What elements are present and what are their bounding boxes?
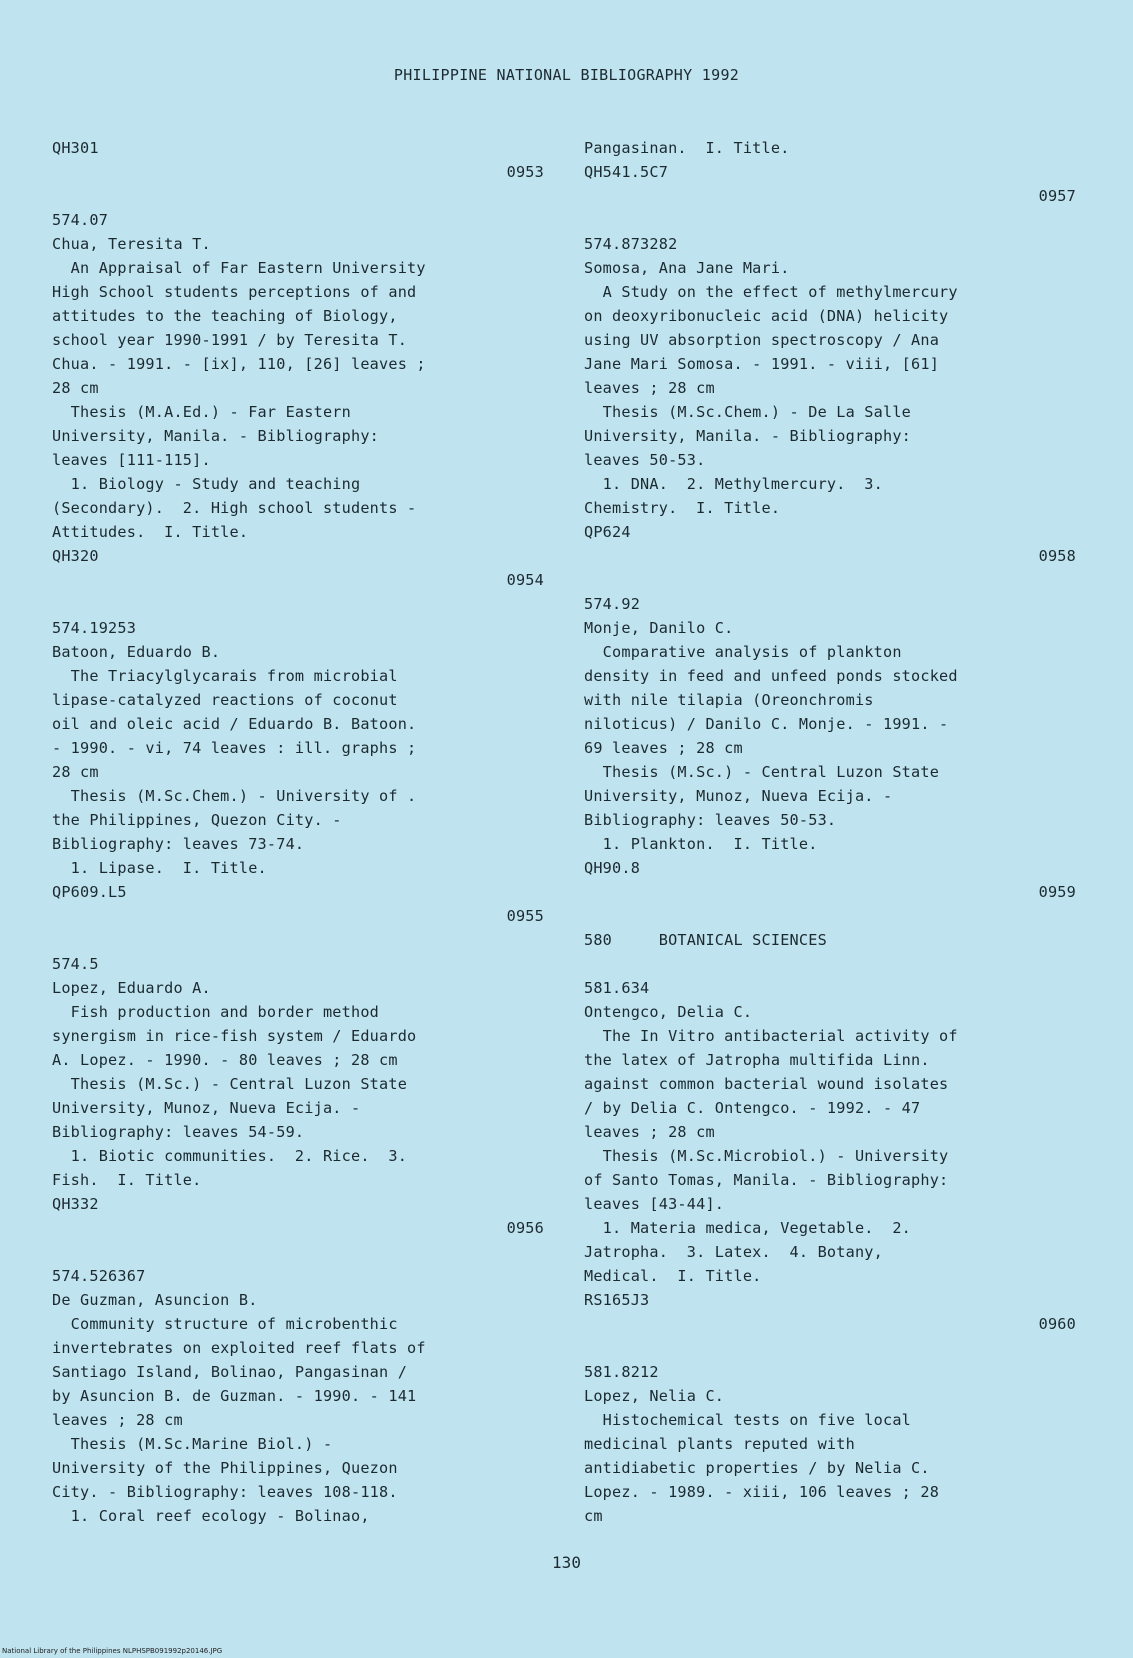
text-line: 69 leaves ; 28 cm — [584, 739, 743, 757]
text-line: / by Delia C. Ontengco. - 1992. - 47 — [584, 1099, 921, 1117]
text-line: 1. Materia medica, Vegetable. 2. — [584, 1219, 912, 1237]
text-line: niloticus) / Danilo C. Monje. - 1991. - — [584, 715, 949, 733]
text-line: Bibliography: leaves 73-74. — [52, 835, 305, 853]
text-line: University, Manila. - Bibliography: — [584, 427, 912, 445]
text-line: 574.07 — [52, 211, 109, 229]
text-line: against common bacterial wound isolates — [584, 1075, 949, 1093]
text-line: The Triacylglycarais from microbial — [52, 667, 398, 685]
text-line: 1. Biotic communities. 2. Rice. 3. — [52, 1147, 408, 1165]
text-line: leaves ; 28 cm — [52, 1411, 183, 1429]
text-line: University of the Philippines, Quezon — [52, 1459, 398, 1477]
text-line: leaves ; 28 cm — [584, 379, 715, 397]
right-column — [584, 136, 1076, 1528]
text-line: (Secondary). 2. High school students - — [52, 499, 417, 517]
text-line: QP624 — [584, 523, 631, 541]
text-line: medicinal plants reputed with — [584, 1435, 855, 1453]
text-line: Chua, Teresita T. — [52, 235, 211, 253]
text-line: attitudes to the teaching of Biology, — [52, 307, 398, 325]
text-line: An Appraisal of Far Eastern University — [52, 259, 426, 277]
text-line: Ontengco, Delia C. — [584, 1003, 753, 1021]
text-line: leaves [111-115]. — [52, 451, 211, 469]
text-line — [584, 952, 1076, 976]
text-line: cm — [584, 1507, 603, 1525]
text-line: 574.5 — [52, 955, 99, 973]
entry-number: 0956 — [506, 1219, 544, 1237]
text-line: Somosa, Ana Jane Mari. — [584, 259, 790, 277]
text-line: Bibliography: leaves 50-53. — [584, 811, 837, 829]
text-line: Medical. I. Title. — [584, 1267, 762, 1285]
text-line: A. Lopez. - 1990. - 80 leaves ; 28 cm — [52, 1051, 398, 1069]
text-line: Thesis (M.Sc.Marine Biol.) - — [52, 1435, 333, 1453]
text-line: 574.873282 — [584, 235, 678, 253]
text-line: University, Manila. - Bibliography: — [52, 427, 380, 445]
text-line — [52, 592, 544, 616]
text-line: Lopez. - 1989. - xiii, 106 leaves ; 28 — [584, 1483, 940, 1501]
text-line: QH320 — [52, 547, 99, 565]
text-line: 1. Plankton. I. Title. — [584, 835, 818, 853]
text-line: 574.526367 — [52, 1267, 146, 1285]
entry-number: 0954 — [506, 571, 544, 589]
text-line: Lopez, Eduardo A. — [52, 979, 211, 997]
text-line: The In Vitro antibacterial activity of — [584, 1027, 958, 1045]
text-line: City. - Bibliography: leaves 108-118. — [52, 1483, 398, 1501]
text-line — [584, 208, 1076, 232]
text-line: on deoxyribonucleic acid (DNA) helicity — [584, 307, 949, 325]
text-line: High School students perceptions of and — [52, 283, 417, 301]
text-line: De Guzman, Asuncion B. — [52, 1291, 258, 1309]
page-number: 130 — [552, 1553, 581, 1572]
text-line: Pangasinan. I. Title. — [584, 139, 790, 157]
text-line: QH301 — [52, 139, 99, 157]
page-header: PHILIPPINE NATIONAL BIBLIOGRAPHY 1992 — [393, 66, 740, 84]
text-line: synergism in rice-fish system / Eduardo — [52, 1027, 417, 1045]
text-line: Santiago Island, Bolinao, Pangasinan / — [52, 1363, 408, 1381]
text-line: QH541.5C7 — [584, 163, 669, 181]
text-line: Thesis (M.Sc.Chem.) - De La Salle — [584, 403, 912, 421]
text-line: Thesis (M.Sc.) - Central Luzon State — [52, 1075, 408, 1093]
text-line: Lopez, Nelia C. — [584, 1387, 725, 1405]
text-line — [584, 1336, 1076, 1360]
text-line: QH332 — [52, 1195, 99, 1213]
text-line: RS165J3 — [584, 1291, 650, 1309]
text-line: 1. DNA. 2. Methylmercury. 3. — [584, 475, 883, 493]
text-line: 1. Coral reef ecology - Bolinao, — [52, 1507, 370, 1525]
text-line: of Santo Tomas, Manila. - Bibliography: — [584, 1171, 949, 1189]
text-line — [52, 184, 544, 208]
text-line: 28 cm — [52, 763, 99, 781]
text-line: QH90.8 — [584, 859, 641, 877]
text-line: Jane Mari Somosa. - 1991. - viii, [61] — [584, 355, 940, 373]
entry-number: 0960 — [1038, 1315, 1076, 1333]
text-line: Jatropha. 3. Latex. 4. Botany, — [584, 1243, 883, 1261]
text-line: the latex of Jatropha multifida Linn. — [584, 1051, 930, 1069]
entry-number: 0959 — [1038, 883, 1076, 901]
text-line: with nile tilapia (Oreonchromis — [584, 691, 874, 709]
text-line: leaves 50-53. — [584, 451, 706, 469]
text-line: 1. Biology - Study and teaching — [52, 475, 361, 493]
text-line: Histochemical tests on five local — [584, 1411, 912, 1429]
text-line: by Asuncion B. de Guzman. - 1990. - 141 — [52, 1387, 417, 1405]
text-line — [52, 1240, 544, 1264]
entry-number: 0957 — [1038, 187, 1076, 205]
text-line — [584, 904, 1076, 928]
text-line: the Philippines, Quezon City. - — [52, 811, 342, 829]
entry-number: 0953 — [506, 163, 544, 181]
text-line: school year 1990-1991 / by Teresita T. — [52, 331, 408, 349]
text-line: Batoon, Eduardo B. — [52, 643, 221, 661]
footer-credit: National Library of the Philippines NLPHSPB091992p20146.JPG — [2, 1647, 223, 1655]
text-line: leaves ; 28 cm — [584, 1123, 715, 1141]
text-line: Community structure of microbenthic — [52, 1315, 398, 1333]
entry-number: 0955 — [506, 907, 544, 925]
text-line: oil and oleic acid / Eduardo B. Batoon. — [52, 715, 417, 733]
text-line: lipase-catalyzed reactions of coconut — [52, 691, 398, 709]
text-line: Thesis (M.A.Ed.) - Far Eastern — [52, 403, 351, 421]
text-line: Thesis (M.Sc.Chem.) - University of . — [52, 787, 417, 805]
text-line: density in feed and unfeed ponds stocked — [584, 667, 958, 685]
text-line: leaves [43-44]. — [584, 1195, 725, 1213]
left-column — [52, 136, 544, 1528]
text-line: Monje, Danilo C. — [584, 619, 734, 637]
text-line — [584, 568, 1076, 592]
text-line: 574.19253 — [52, 619, 137, 637]
text-line: A Study on the effect of methylmercury — [584, 283, 958, 301]
text-line: - 1990. - vi, 74 leaves : ill. graphs ; — [52, 739, 417, 757]
text-line: Thesis (M.Sc.) - Central Luzon State — [584, 763, 940, 781]
text-line: Attitudes. I. Title. — [52, 523, 249, 541]
text-line: 580 BOTANICAL SCIENCES — [584, 931, 827, 949]
text-line: using UV absorption spectroscopy / Ana — [584, 331, 940, 349]
text-line: antidiabetic properties / by Nelia C. — [584, 1459, 930, 1477]
text-line: 581.8212 — [584, 1363, 659, 1381]
text-line: Comparative analysis of plankton — [584, 643, 902, 661]
text-line: 574.92 — [584, 595, 641, 613]
text-line — [52, 928, 544, 952]
text-line: invertebrates on exploited reef flats of — [52, 1339, 426, 1357]
text-line: Chua. - 1991. - [ix], 110, [26] leaves ; — [52, 355, 426, 373]
text-line: Thesis (M.Sc.Microbiol.) - University — [584, 1147, 949, 1165]
text-line: QP609.L5 — [52, 883, 127, 901]
text-line: Fish production and border method — [52, 1003, 380, 1021]
entry-number: 0958 — [1038, 547, 1076, 565]
text-line: University, Munoz, Nueva Ecija. - — [584, 787, 893, 805]
text-line: Chemistry. I. Title. — [584, 499, 781, 517]
text-line: 1. Lipase. I. Title. — [52, 859, 267, 877]
text-line: University, Munoz, Nueva Ecija. - — [52, 1099, 361, 1117]
text-line: Bibliography: leaves 54-59. — [52, 1123, 305, 1141]
text-line: 28 cm — [52, 379, 99, 397]
text-line: 581.634 — [584, 979, 650, 997]
text-line: Fish. I. Title. — [52, 1171, 202, 1189]
